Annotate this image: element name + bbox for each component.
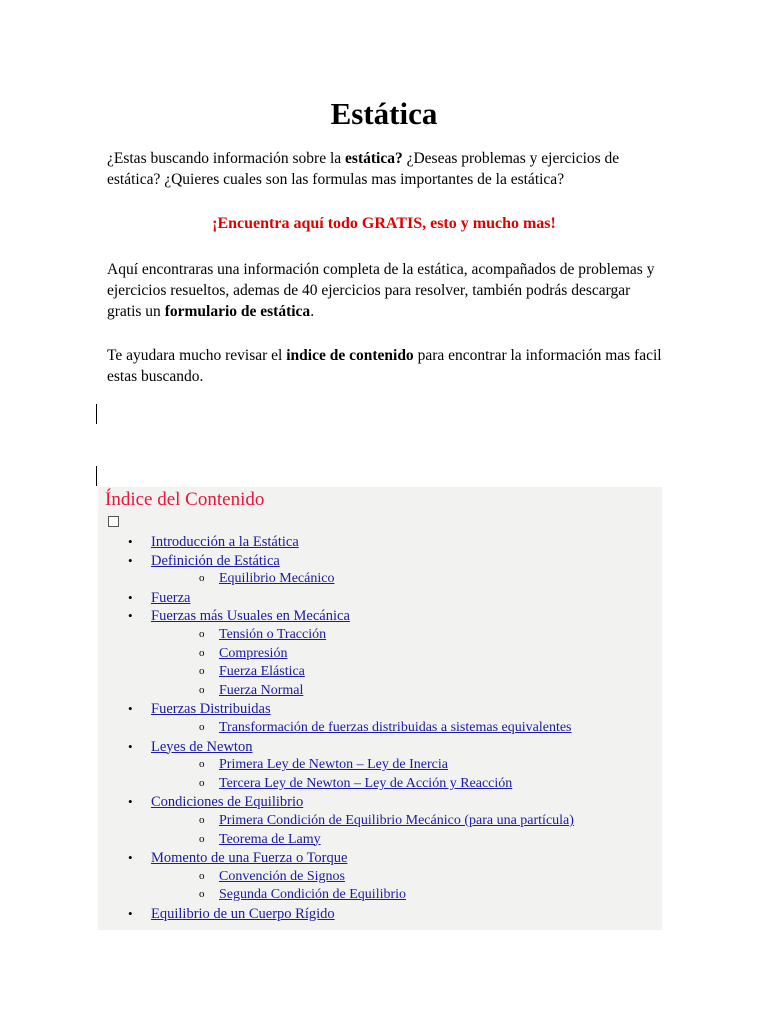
description-text-1: Aquí encontraras una información completa de la estática, acompañados de problemas y ejercicios resueltos, ademas de 40 ejercicios para resolver, también podrás descargar gratis un — [107, 261, 655, 320]
toc-link[interactable]: Leyes de Newton — [151, 738, 253, 755]
toc-link[interactable]: Fuerzas más Usuales en Mecánica — [151, 608, 350, 625]
toc-item — [98, 589, 662, 608]
toc-item — [98, 626, 662, 645]
toc-list — [98, 533, 662, 923]
toc-link[interactable]: Equilibrio de un Cuerpo Rígido — [151, 905, 335, 922]
description-bold: formulario de estática — [164, 303, 311, 320]
index-hint-text-1: Te ayudara mucho revisar el — [107, 347, 287, 364]
toc-item — [98, 570, 662, 589]
intro-text-1: ¿Estas buscando información sobre la — [107, 150, 346, 167]
intro-text-2: ¿Deseas problemas y ejercicios de estática? ¿Quieres cuales son las formulas mas importantes de la estática? — [107, 150, 620, 188]
toc-link[interactable]: Introducción a la Estática — [151, 534, 299, 550]
toc-item — [98, 849, 662, 868]
toc-item — [98, 831, 662, 850]
toc-item — [98, 533, 662, 552]
toc-link[interactable]: Primera Ley de Newton – Ley de Inercia — [219, 757, 448, 773]
toc-item — [98, 607, 662, 626]
toc-link[interactable]: Condiciones de Equilibrio — [151, 794, 304, 811]
description-paragraph — [107, 259, 667, 322]
toc-item — [98, 868, 662, 887]
toc-toggle-checkbox[interactable] — [108, 516, 119, 527]
toc-link[interactable]: Fuerza — [151, 589, 191, 606]
index-hint-bold: indice de contenido — [286, 347, 414, 364]
toc-link[interactable]: Momento de una Fuerza o Torque — [151, 850, 348, 867]
toc-item — [98, 886, 662, 905]
toc-link[interactable]: Equilibrio Mecánico — [219, 571, 335, 587]
toc-item — [98, 793, 662, 812]
toc-link[interactable]: Compresión — [219, 645, 288, 661]
toc-link[interactable]: Convención de Signos — [219, 868, 345, 884]
description-text-2: . — [310, 303, 315, 320]
index-hint-text-2: para encontrar la información mas facil estas buscando. — [107, 347, 662, 385]
toc-link[interactable]: Tercera Ley de Newton – Ley de Acción y Reacción — [219, 775, 513, 791]
toc-link[interactable]: Fuerza Elástica — [219, 664, 305, 680]
toc-item — [98, 552, 662, 571]
toc-link[interactable]: Teorema de Lamy — [219, 831, 321, 847]
highlight-text: ¡Encuentra aquí todo GRATIS, esto y mucho mas! — [212, 215, 556, 232]
toc-link[interactable]: Fuerza Normal — [219, 682, 304, 698]
toc-item — [98, 775, 662, 794]
index-hint-paragraph — [107, 345, 667, 387]
toc-item — [98, 905, 662, 924]
intro-paragraph — [107, 148, 667, 190]
table-of-contents — [98, 487, 662, 930]
toc-item — [98, 812, 662, 831]
toc-item — [98, 756, 662, 775]
toc-item — [98, 738, 662, 757]
toc-item — [98, 645, 662, 664]
toc-link[interactable]: Definición de Estática — [151, 552, 280, 569]
text-cursor — [96, 466, 97, 486]
text-cursor — [96, 404, 97, 424]
toc-item — [98, 682, 662, 701]
page-title: Estática — [330, 96, 438, 131]
toc-link[interactable]: Transformación de fuerzas distribuidas a sistemas equivalentes — [219, 719, 572, 735]
toc-link[interactable]: Tensión o Tracción — [219, 626, 327, 642]
toc-title: Índice del Contenido — [105, 489, 265, 510]
toc-link[interactable]: Segunda Condición de Equilibrio — [219, 887, 407, 903]
toc-item — [98, 700, 662, 719]
toc-link[interactable]: Primera Condición de Equilibrio Mecánico (para una partícula) — [219, 812, 574, 828]
toc-link[interactable]: Fuerzas Distribuidas — [151, 701, 271, 718]
toc-item — [98, 663, 662, 682]
toc-item — [98, 719, 662, 738]
intro-bold: estática? — [345, 150, 403, 167]
